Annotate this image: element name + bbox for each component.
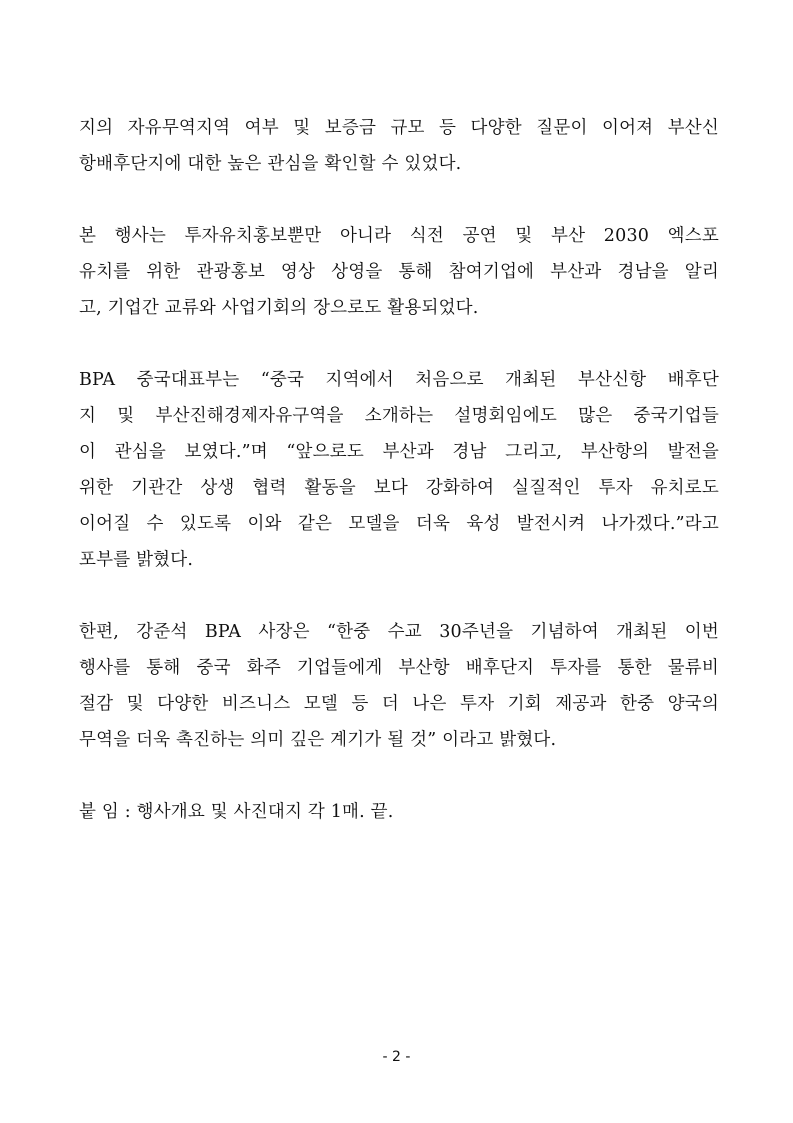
text-line: 고, 기업간 교류와 사업기회의 장으로도 활용되었다.	[79, 298, 479, 318]
text-line: 이 관심을 보였다.”며 “앞으로도 부산과 경남 그리고, 부산항의 발전을	[79, 442, 719, 462]
text-line: 지 및 부산진해경제자유구역을 소개하는 설명회임에도 많은 중국기업들	[79, 406, 719, 426]
text-line: 포부를 밝혔다.	[79, 550, 194, 570]
text-line: 무역을 더욱 촉진하는 의미 깊은 계기가 될 것” 이라고 밝혔다.	[79, 730, 557, 750]
text-line: 절감 및 다양한 비즈니스 모델 등 더 나은 투자 기회 제공과 한중 양국의	[79, 694, 719, 714]
text-line: 한편, 강준석 BPA 사장은 “한중 수교 30주년을 기념하여 개최된 이번	[79, 622, 719, 642]
text-line: BPA 중국대표부는 “중국 지역에서 처음으로 개최된 부산신항 배후단	[79, 370, 719, 390]
text-line: 행사를 통해 중국 화주 기업들에게 부산항 배후단지 투자를 통한 물류비	[79, 658, 719, 678]
text-line: 본 행사는 투자유치홍보뿐만 아니라 식전 공연 및 부산 2030 엑스포	[79, 226, 719, 246]
text-line: 위한 기관간 상생 협력 활동을 보다 강화하여 실질적인 투자 유치로도	[79, 478, 719, 498]
page-number: - 2 -	[382, 1049, 411, 1065]
text-line: 유치를 위한 관광홍보 영상 상영을 통해 참여기업에 부산과 경남을 알리	[79, 262, 719, 282]
text-line: 항배후단지에 대한 높은 관심을 확인할 수 있었다.	[79, 154, 462, 174]
attachment-note: 붙 임 : 행사개요 및 사진대지 각 1매. 끝.	[79, 802, 394, 822]
text-line: 지의 자유무역지역 여부 및 보증금 규모 등 다양한 질문이 이어져 부산신	[79, 118, 719, 138]
text-line: 이어질 수 있도록 이와 같은 모델을 더욱 육성 발전시켜 나가겠다.”라고	[79, 514, 719, 534]
